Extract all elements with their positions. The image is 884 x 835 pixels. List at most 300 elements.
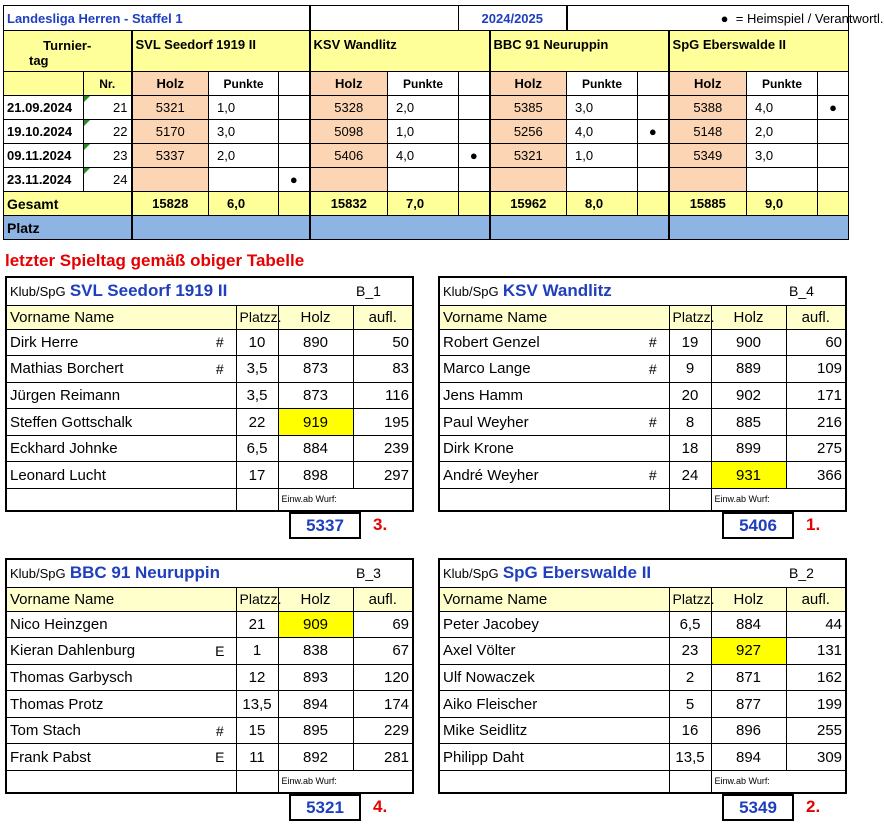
- player-holz: 894: [278, 691, 353, 718]
- player-aufl: 171: [786, 382, 846, 409]
- col-platz-header: Platzz.: [236, 587, 278, 611]
- home-dot-icon: [818, 144, 849, 168]
- player-holz: 884: [278, 435, 353, 462]
- footer-blank-2: [669, 771, 711, 793]
- dot-header-3: [818, 72, 849, 96]
- player-row: [6, 462, 413, 489]
- club-card: [438, 558, 845, 824]
- player-platz: 16: [669, 717, 711, 744]
- player-platz: 3,5: [236, 356, 278, 383]
- player-name: Nico Heinzgen: [6, 611, 204, 638]
- player-holz: 838: [278, 638, 353, 665]
- home-dot-icon: ●: [459, 144, 490, 168]
- player-aufl: 131: [786, 638, 846, 665]
- player-row: [6, 435, 413, 462]
- player-aufl: 60: [786, 329, 846, 356]
- card-rank: 2.: [806, 796, 821, 816]
- col-name-header: Vorname Name: [439, 305, 669, 329]
- player-row: [6, 744, 413, 771]
- player-row: [439, 744, 846, 771]
- col-aufl-header: aufl.: [353, 305, 413, 329]
- home-dot-icon: [818, 168, 849, 192]
- card-total: 5349: [722, 794, 794, 821]
- player-mark: [637, 611, 669, 638]
- einwurf-label: Einw.ab Wurf:: [278, 771, 413, 793]
- einwurf-label: Einw.ab Wurf:: [278, 489, 413, 511]
- col-name-header: Vorname Name: [6, 587, 236, 611]
- player-holz: 885: [711, 409, 786, 436]
- dot-header-0: [279, 72, 310, 96]
- footer-blank: [439, 489, 669, 511]
- card-total-area: [5, 512, 412, 542]
- punkte-value: 4,0: [567, 120, 638, 144]
- punkte-header-1: Punkte: [388, 72, 459, 96]
- platz-cell-1: [310, 216, 490, 240]
- col-aufl-header: aufl.: [786, 587, 846, 611]
- punkte-value: 1,0: [388, 120, 459, 144]
- holz-header-3: Holz: [669, 72, 747, 96]
- holz-value: 5385: [490, 96, 567, 120]
- gesamt-blank-1: [459, 192, 490, 216]
- player-name: Paul Weyher: [439, 409, 637, 436]
- punkte-value: 2,0: [209, 144, 279, 168]
- player-name: Aiko Fleischer: [439, 691, 637, 718]
- player-aufl: 162: [786, 664, 846, 691]
- player-mark: [204, 611, 236, 638]
- player-platz: 9: [669, 356, 711, 383]
- match-row: [4, 168, 849, 192]
- home-dot-icon: [279, 120, 310, 144]
- club-card: [5, 276, 412, 542]
- punkte-value: 3,0: [209, 120, 279, 144]
- player-holz: 896: [711, 717, 786, 744]
- card-total-area: [438, 512, 845, 542]
- player-name: Thomas Protz: [6, 691, 204, 718]
- player-platz: 24: [669, 462, 711, 489]
- team-header-2: BBC 91 Neuruppin: [490, 31, 669, 72]
- player-row: [439, 638, 846, 665]
- player-mark: #: [637, 409, 669, 436]
- player-mark: [637, 382, 669, 409]
- player-mark: [637, 717, 669, 744]
- player-name: Ulf Nowaczek: [439, 664, 637, 691]
- player-platz: 2: [669, 664, 711, 691]
- home-dot-icon: [638, 168, 669, 192]
- last-matchday-heading: letzter Spieltag gemäß obiger Tabelle: [5, 251, 305, 270]
- player-holz: 919: [278, 409, 353, 436]
- punkte-value: [567, 168, 638, 192]
- footer-blank: [6, 771, 236, 793]
- player-aufl: 281: [353, 744, 413, 771]
- club-name: KSV Wandlitz: [502, 281, 612, 301]
- player-platz: 23: [669, 638, 711, 665]
- player-name: André Weyher: [439, 462, 637, 489]
- punkte-value: [747, 168, 818, 192]
- player-platz: 10: [236, 329, 278, 356]
- punkte-header-3: Punkte: [747, 72, 818, 96]
- season-label: 2024/2025: [459, 6, 567, 31]
- gesamt-blank-0: [279, 192, 310, 216]
- club-card-title: [6, 559, 353, 587]
- holz-value: 5256: [490, 120, 567, 144]
- dot-header-1: [459, 72, 490, 96]
- player-row: [6, 382, 413, 409]
- player-name: Dirk Krone: [439, 435, 637, 462]
- player-mark: [204, 435, 236, 462]
- player-aufl: 275: [786, 435, 846, 462]
- col-holz-header: Holz: [711, 305, 786, 329]
- player-platz: 5: [669, 691, 711, 718]
- player-name: Marco Lange: [439, 356, 637, 383]
- player-holz: 899: [711, 435, 786, 462]
- player-aufl: 309: [786, 744, 846, 771]
- einwurf-label: Einw.ab Wurf:: [711, 489, 846, 511]
- match-row: [4, 96, 849, 120]
- col-aufl-header: aufl.: [353, 587, 413, 611]
- player-holz: 873: [278, 356, 353, 383]
- holz-value: 5098: [310, 120, 388, 144]
- player-name: Axel Völter: [439, 638, 637, 665]
- card-total: 5406: [722, 512, 794, 539]
- holz-value: 5148: [669, 120, 747, 144]
- player-platz: 13,5: [236, 691, 278, 718]
- punkte-value: 4,0: [747, 96, 818, 120]
- player-row: [439, 462, 846, 489]
- player-platz: 22: [236, 409, 278, 436]
- club-card-title: [439, 277, 786, 305]
- player-aufl: 255: [786, 717, 846, 744]
- player-mark: [204, 691, 236, 718]
- player-aufl: 216: [786, 409, 846, 436]
- col-name-header: Vorname Name: [439, 587, 669, 611]
- club-card: [438, 276, 845, 542]
- player-name: Leonard Lucht: [6, 462, 204, 489]
- punkte-value: [388, 168, 459, 192]
- footer-blank: [439, 771, 669, 793]
- player-row: [439, 435, 846, 462]
- bahn-code: B_3: [353, 559, 413, 587]
- team-header-1: KSV Wandlitz: [310, 31, 490, 72]
- match-date: 19.10.2024: [4, 120, 84, 144]
- platz-cell-2: [490, 216, 669, 240]
- klub-label: Klub/SpG: [10, 284, 66, 300]
- klub-label: Klub/SpG: [443, 284, 499, 300]
- holz-value: 5170: [132, 120, 209, 144]
- player-holz: 909: [278, 611, 353, 638]
- holz-value: 5321: [490, 144, 567, 168]
- card-rank: 3.: [373, 514, 388, 534]
- card-rank: 4.: [373, 796, 388, 816]
- player-aufl: 83: [353, 356, 413, 383]
- player-holz: 895: [278, 717, 353, 744]
- header-spacer: [310, 6, 459, 31]
- holz-value: [310, 168, 388, 192]
- footer-blank-2: [236, 489, 278, 511]
- player-platz: 21: [236, 611, 278, 638]
- turniertag-header: [4, 31, 132, 72]
- col-platz-header: Platzz.: [669, 305, 711, 329]
- player-platz: 18: [669, 435, 711, 462]
- club-card: [5, 558, 412, 824]
- player-aufl: 120: [353, 664, 413, 691]
- player-mark: [637, 638, 669, 665]
- gesamt-blank-3: [818, 192, 849, 216]
- home-dot-icon: [638, 96, 669, 120]
- bahn-code: B_1: [353, 277, 413, 305]
- klub-label: Klub/SpG: [10, 566, 66, 582]
- player-name: Dirk Herre: [6, 329, 204, 356]
- card-total-area: [438, 794, 845, 824]
- player-name: Mike Seidlitz: [439, 717, 637, 744]
- player-aufl: 239: [353, 435, 413, 462]
- player-platz: 6,5: [236, 435, 278, 462]
- player-mark: [637, 744, 669, 771]
- home-legend-text: = Heimspiel / Verantwortl.: [735, 10, 884, 26]
- home-dot-icon: [818, 120, 849, 144]
- punkte-value: 2,0: [388, 96, 459, 120]
- player-holz: 890: [278, 329, 353, 356]
- player-holz: 877: [711, 691, 786, 718]
- player-name: Peter Jacobey: [439, 611, 637, 638]
- gesamt-holz-0: 15828: [132, 192, 209, 216]
- player-mark: #: [204, 717, 236, 744]
- holz-value: 5388: [669, 96, 747, 120]
- player-name: Frank Pabst: [6, 744, 204, 771]
- player-platz: 11: [236, 744, 278, 771]
- player-mark: #: [637, 356, 669, 383]
- team-header-0: SVL Seedorf 1919 II: [132, 31, 310, 72]
- player-aufl: 229: [353, 717, 413, 744]
- home-dot-icon: ●: [638, 120, 669, 144]
- player-holz: 871: [711, 664, 786, 691]
- player-row: [439, 382, 846, 409]
- platz-cell-0: [132, 216, 310, 240]
- player-name: Kieran Dahlenburg: [6, 638, 204, 665]
- player-holz: 900: [711, 329, 786, 356]
- gesamt-punkte-1: 7,0: [388, 192, 459, 216]
- player-row: [439, 356, 846, 383]
- player-row: [6, 717, 413, 744]
- card-rank: 1.: [806, 514, 821, 534]
- gesamt-holz-1: 15832: [310, 192, 388, 216]
- bahn-code: B_4: [786, 277, 846, 305]
- home-dot-icon: [459, 168, 490, 192]
- player-row: [6, 409, 413, 436]
- player-row: [6, 638, 413, 665]
- player-row: [439, 691, 846, 718]
- player-aufl: 297: [353, 462, 413, 489]
- home-dot-icon: [279, 96, 310, 120]
- home-dot-icon: ●: [720, 10, 729, 26]
- club-name: BBC 91 Neuruppin: [69, 563, 221, 583]
- punkte-value: 3,0: [747, 144, 818, 168]
- club-name: SVL Seedorf 1919 II: [69, 281, 228, 301]
- turniertag-header-blank: [4, 72, 84, 96]
- einwurf-label: Einw.ab Wurf:: [711, 771, 846, 793]
- gesamt-punkte-2: 8,0: [567, 192, 638, 216]
- club-card-table: [438, 558, 847, 794]
- holz-value: 5349: [669, 144, 747, 168]
- player-holz: 902: [711, 382, 786, 409]
- punkte-value: [209, 168, 279, 192]
- holz-value: [490, 168, 567, 192]
- player-holz: 893: [278, 664, 353, 691]
- player-aufl: 69: [353, 611, 413, 638]
- player-platz: 12: [236, 664, 278, 691]
- player-row: [6, 611, 413, 638]
- punkte-value: 1,0: [567, 144, 638, 168]
- platz-label: Platz: [4, 216, 132, 240]
- col-platz-header: Platzz.: [669, 587, 711, 611]
- player-row: [439, 717, 846, 744]
- dot-header-2: [638, 72, 669, 96]
- player-platz: 19: [669, 329, 711, 356]
- holz-value: 5328: [310, 96, 388, 120]
- match-rows: [4, 96, 849, 192]
- punkte-value: 3,0: [567, 96, 638, 120]
- player-holz: 873: [278, 382, 353, 409]
- player-mark: E: [204, 744, 236, 771]
- player-mark: [637, 691, 669, 718]
- home-dot-icon: ●: [818, 96, 849, 120]
- player-platz: 8: [669, 409, 711, 436]
- player-aufl: 44: [786, 611, 846, 638]
- punkte-value: 2,0: [747, 120, 818, 144]
- nr-header: Nr.: [84, 72, 132, 96]
- player-mark: E: [204, 638, 236, 665]
- player-platz: 17: [236, 462, 278, 489]
- gesamt-holz-3: 15885: [669, 192, 747, 216]
- match-date: 21.09.2024: [4, 96, 84, 120]
- holz-header-0: Holz: [132, 72, 209, 96]
- player-mark: #: [204, 356, 236, 383]
- player-platz: 1: [236, 638, 278, 665]
- punkte-value: 4,0: [388, 144, 459, 168]
- match-nr: 23: [84, 144, 132, 168]
- player-platz: 15: [236, 717, 278, 744]
- home-dot-icon: ●: [279, 168, 310, 192]
- player-aufl: 366: [786, 462, 846, 489]
- club-card-title: [6, 277, 353, 305]
- player-row: [6, 329, 413, 356]
- holz-value: 5321: [132, 96, 209, 120]
- punkte-value: 1,0: [209, 96, 279, 120]
- team-header-3: SpG Eberswalde II: [669, 31, 849, 72]
- player-mark: [204, 382, 236, 409]
- player-platz: 3,5: [236, 382, 278, 409]
- col-platz-header: Platzz.: [236, 305, 278, 329]
- player-holz: 931: [711, 462, 786, 489]
- gesamt-blank-2: [638, 192, 669, 216]
- player-aufl: 199: [786, 691, 846, 718]
- player-name: Mathias Borchert: [6, 356, 204, 383]
- gesamt-holz-2: 15962: [490, 192, 567, 216]
- player-name: Philipp Daht: [439, 744, 637, 771]
- gesamt-punkte-3: 9,0: [747, 192, 818, 216]
- footer-blank-2: [669, 489, 711, 511]
- player-aufl: 174: [353, 691, 413, 718]
- player-aufl: 67: [353, 638, 413, 665]
- holz-header-2: Holz: [490, 72, 567, 96]
- home-dot-icon: [638, 144, 669, 168]
- player-mark: [637, 435, 669, 462]
- holz-value: 5406: [310, 144, 388, 168]
- player-mark: [204, 664, 236, 691]
- player-aufl: 195: [353, 409, 413, 436]
- player-holz: 892: [278, 744, 353, 771]
- player-row: [439, 611, 846, 638]
- league-title: Landesliga Herren - Staffel 1: [4, 6, 310, 31]
- gesamt-punkte-0: 6,0: [209, 192, 279, 216]
- match-row: [4, 144, 849, 168]
- player-mark: #: [637, 462, 669, 489]
- holz-header-1: Holz: [310, 72, 388, 96]
- gesamt-label: Gesamt: [4, 192, 132, 216]
- player-name: Tom Stach: [6, 717, 204, 744]
- player-row: [6, 356, 413, 383]
- holz-value: [669, 168, 747, 192]
- player-row: [439, 329, 846, 356]
- card-total: 5337: [289, 512, 361, 539]
- col-name-header: Vorname Name: [6, 305, 236, 329]
- player-holz: 898: [278, 462, 353, 489]
- holz-value: [132, 168, 209, 192]
- match-nr: 21: [84, 96, 132, 120]
- home-dot-icon: [459, 120, 490, 144]
- player-row: [439, 664, 846, 691]
- bahn-code: B_2: [786, 559, 846, 587]
- platz-cell-3: [669, 216, 849, 240]
- player-mark: [637, 664, 669, 691]
- player-name: Jens Hamm: [439, 382, 637, 409]
- home-dot-icon: [279, 144, 310, 168]
- club-card-table: [438, 276, 847, 512]
- home-legend: [567, 6, 884, 31]
- holz-value: 5337: [132, 144, 209, 168]
- player-mark: #: [637, 329, 669, 356]
- footer-blank-2: [236, 771, 278, 793]
- player-aufl: 50: [353, 329, 413, 356]
- player-aufl: 116: [353, 382, 413, 409]
- player-name: Thomas Garbysch: [6, 664, 204, 691]
- player-name: Robert Genzel: [439, 329, 637, 356]
- player-platz: 13,5: [669, 744, 711, 771]
- klub-label: Klub/SpG: [443, 566, 499, 582]
- turniertag-header-line1: Turnier-: [43, 38, 92, 53]
- player-aufl: 109: [786, 356, 846, 383]
- player-platz: 6,5: [669, 611, 711, 638]
- player-mark: [204, 409, 236, 436]
- col-holz-header: Holz: [278, 305, 353, 329]
- footer-blank: [6, 489, 236, 511]
- punkte-header-2: Punkte: [567, 72, 638, 96]
- player-row: [6, 691, 413, 718]
- player-platz: 20: [669, 382, 711, 409]
- club-card-table: [5, 558, 414, 794]
- match-nr: 22: [84, 120, 132, 144]
- player-row: [6, 664, 413, 691]
- club-name: SpG Eberswalde II: [502, 563, 652, 583]
- player-mark: [204, 462, 236, 489]
- card-total-area: [5, 794, 412, 824]
- player-name: Eckhard Johnke: [6, 435, 204, 462]
- match-date: 23.11.2024: [4, 168, 84, 192]
- col-holz-header: Holz: [278, 587, 353, 611]
- player-name: Steffen Gottschalk: [6, 409, 204, 436]
- player-holz: 927: [711, 638, 786, 665]
- match-nr: 24: [84, 168, 132, 192]
- player-mark: #: [204, 329, 236, 356]
